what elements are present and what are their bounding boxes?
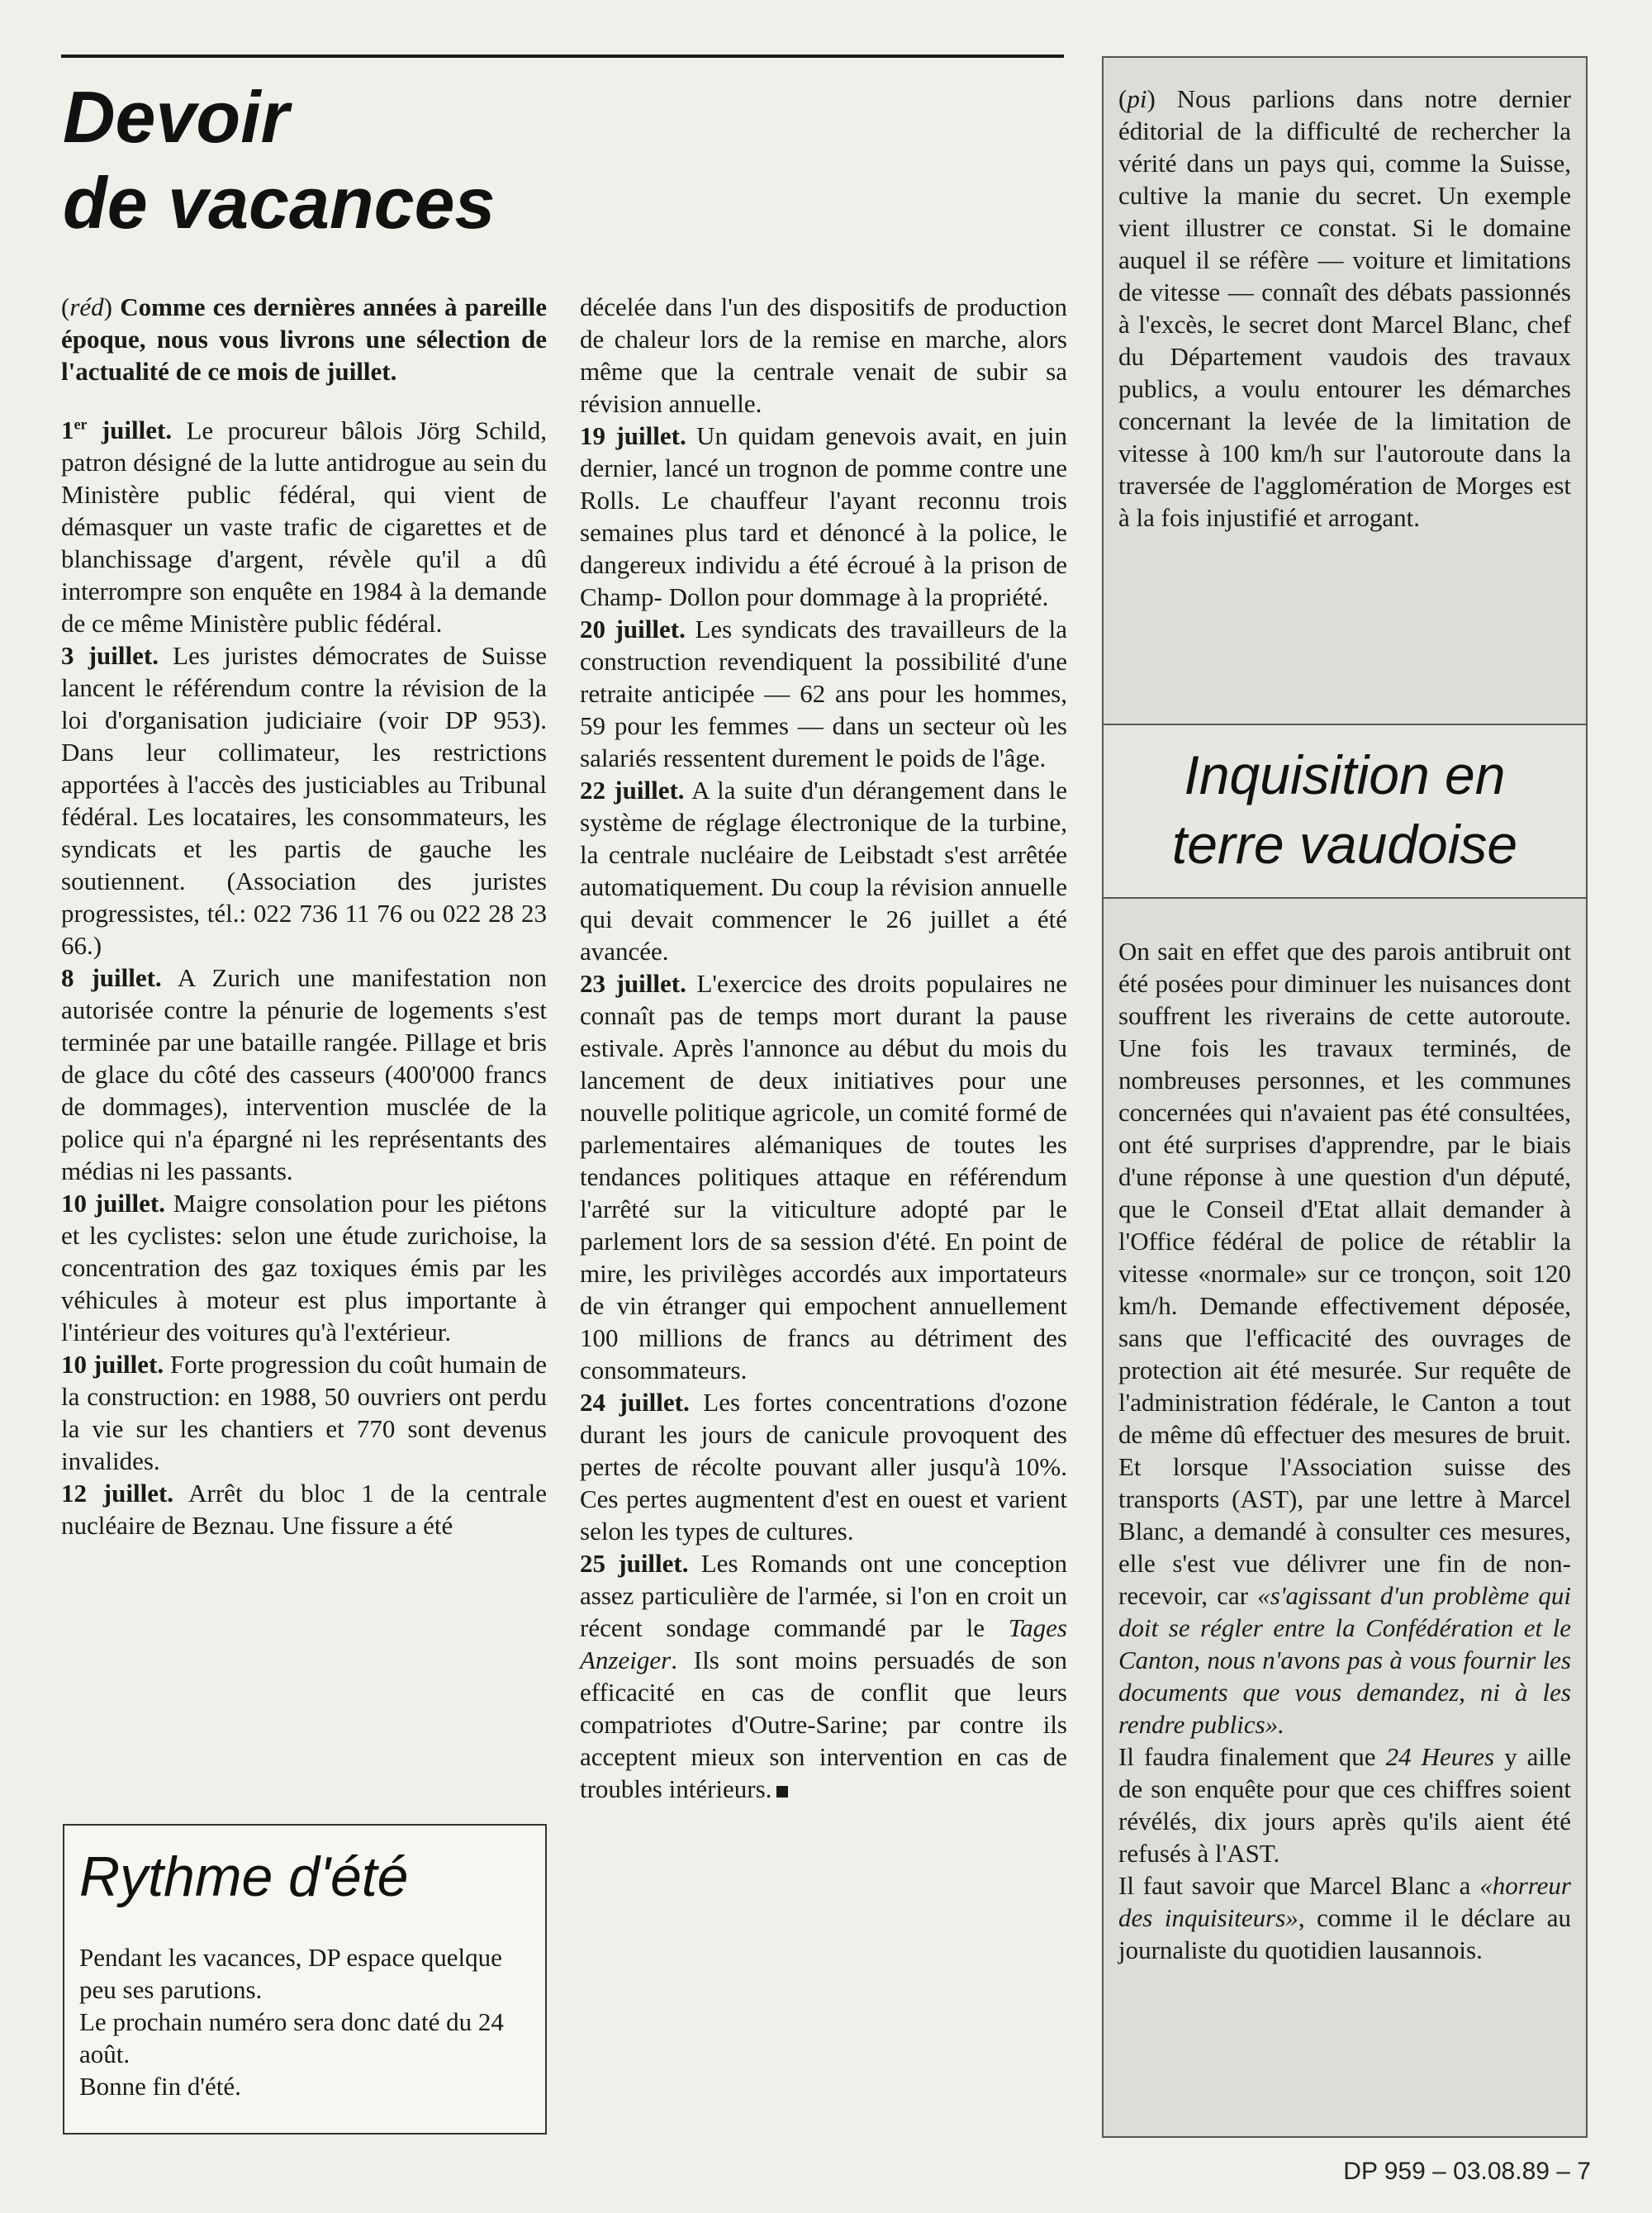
inquisition-paragraph (1118, 1869, 1571, 1966)
rythme-box (63, 1824, 547, 2135)
entry-date: 10 juillet. (61, 1189, 165, 1218)
rythme-title: Rythme d'été (79, 1845, 409, 1908)
entry-date: 19 juillet. (580, 421, 686, 450)
intro-paragraph: (réd) Comme ces dernières années à pareille époque, nous vous livrons une sélection de l'actualité de ce mois de juillet. (61, 292, 547, 386)
inquisition-paragraph (1118, 1740, 1571, 1869)
intro-tag: réd (69, 292, 104, 321)
sidebar-box (1102, 56, 1588, 2138)
entry-25-juillet (580, 1547, 1067, 1805)
entry-date: 24 juillet. (580, 1388, 690, 1417)
entry-text: Le procureur bâlois Jörg Schild, patron désigné de la lutte antidrogue au sein du Ministère public fédéral, qui vient de démasquer un vaste trafic de cigarettes et de blanchissage d'argent, révèle qu'il a dû interrompre son enquête en 1984 à la demande de ce même Ministère public fédéral. (61, 416, 547, 639)
entry-text: Les syndicats des travailleurs de la construction revendiquent la possibilité d'une retraite anticipée — 62 ans pour les hommes, 59 pour les femmes — dans un secteur où les salariés ressentent durement le poids de l'âge. (580, 615, 1067, 772)
entry-8-juillet (61, 962, 547, 1187)
entry-text: Les fortes concentrations d'ozone durant les jours de canicule provoquent des pertes de récolte pouvant aller jusqu'à 10%. Ces pertes augmentent d'est en ouest et varient selon les types de cultures. (580, 1388, 1067, 1546)
body-text: On sait en effet que des parois antibruit ont été posées pour diminuer les nuisances dont souffrent les riverains de cette autoroute. Une fois les travaux terminés, de nombreuses personnes, et les communes concernées qui n'avaient pas été consultées, ont été surprises d'apprendre, par le biais d'une réponse à une question d'un député, que le Conseil d'Etat allait demander à l'Office fédéral de police de rétablir la vitesse «normale» sur ce tronçon, soit 120 km/h. Demande effectivement déposée, sans que l'efficacité des ouvrages de protection ait été mesurée. Sur requête de l'administration fédérale, le Canton a tout de même dû effectuer des mesures de bruit. Et lorsque l'Association suisse des transports (AST), par une lettre à Marcel Blanc, a demandé à consulter ces mesures, elle s'est vue délivrer une fin de non-recevoir, car (1118, 937, 1571, 1610)
entry-text: A Zurich une manifestation non autorisée contre la pénurie de logements s'est terminée par une bataille rangée. Pillage et bris de glace du côté des casseurs (400'000 francs de dommages), intervention musclée de la police qui n'a épargné ni les représentants des médias ni les passants. (61, 963, 547, 1186)
entry-text: Maigre consolation pour les piétons et les cyclistes: selon une étude zurichoise, la concentration des gaz toxiques émis par les véhicules à moteur est plus importante à l'intérieur des voitures qu'à l'extérieur. (61, 1189, 547, 1347)
headline (63, 74, 1054, 246)
entry-date: 3 juillet. (61, 641, 159, 671)
entry-text: Les juristes démocrates de Suisse lancent le référendum contre la révision de la loi d'organisation judiciaire (voir DP 953). Dans leur collimateur, les restrictions apportées à l'accès des justiciables au Tribunal fédéral. Les locataires, les consommateurs, les syndicats et les partis de gauche les soutiennent. (Association des juristes progressistes, tél.: 022 736 11 76 ou 022 28 23 66.) (61, 641, 547, 961)
entry-date: 8 juillet. (61, 963, 162, 993)
entry-text: Arrêt du bloc 1 de la centrale nucléaire de Beznau. Une fissure a été (61, 1479, 547, 1541)
entry-text: Les Romands ont une conception assez particulière de l'armée, si l'on en croit un récent sondage commandé par le (580, 1549, 1067, 1642)
article-column-2 (580, 291, 1067, 1805)
headline-line2: de vacances (63, 162, 496, 244)
inquisition-title (1104, 724, 1586, 899)
continuation-text: décelée dans l'un des dispositifs de production de chaleur lors de la remise en marche, alors même que la centrale venait de subir sa révision annuelle. (580, 292, 1067, 418)
intro-text: Comme ces dernières années à pareille époque, nous vous livrons une sélection de l'actualité de ce mois de juillet. (61, 292, 547, 386)
entry-23-juillet (580, 967, 1067, 1386)
entry-22-juillet (580, 774, 1067, 967)
entry-text: L'exercice des droits populaires ne connaît pas de temps mort durant la pause estivale. Après l'annonce au début du mois du lancement de deux initiatives pour une nouvelle politique agricole, un comité formé de parlementaires alémaniques de toutes les tendances politiques attaque en référendum l'arrêté sur la viticulture adopté par le parlement lors de sa session d'été. En point de mire, les privilèges accordés aux importateurs de vin étranger qui empochent annuellement 100 millions de francs au détriment des consommateurs. (580, 969, 1067, 1384)
editorial-tag: pi (1127, 84, 1147, 113)
rythme-line: Bonne fin d'été. (79, 2072, 241, 2101)
entry-text: A la suite d'un dérangement dans le système de réglage électronique de la turbine, la centrale nucléaire de Leibstadt s'est arrêtée automatiquement. Du coup la révision annuelle qui devait commencer le 26 juillet a été avancée. (580, 776, 1067, 966)
entry-text: . Ils sont moins persuadés de son efficacité en cas de conflit que leurs compatriotes d'Outre-Sarine; par contre ils acceptent mieux son intervention en cas de troubles intérieurs. (580, 1646, 1067, 1803)
entry-19-juillet (580, 420, 1067, 613)
entry-text: Un quidam genevois avait, en juin dernier, lancé un trognon de pomme contre une Rolls. Le chauffeur l'ayant reconnu trois semaines plus tard et dénoncé à la police, le dangereux individu a été écroué à la prison de Champ- Dollon pour dommage à la propriété. (580, 421, 1068, 611)
rythme-line: Pendant les vacances, DP espace quelque peu ses parutions. (79, 1943, 502, 2004)
entry-1-juillet (61, 409, 547, 639)
entry-date: 10 juillet. (61, 1350, 164, 1380)
entry-12-juillet (61, 1477, 547, 1541)
publication-name: 24 Heures (1385, 1742, 1495, 1771)
body-text: , comme il le déclare au journaliste du quotidien lausannois. (1118, 1903, 1572, 1964)
editorial-paragraph: (pi) Nous parlions dans notre dernier éditorial de la difficulté de rechercher la vérité dans un pays qui, comme la Suisse, cultive la manie du secret. Un exemple vient illustrer ce constat. Si le domaine auquel il se réfère — voiture et limitations de vitesse — connaît des débats passionnés à l'excès, le secret dont Marcel Blanc, chef du Département vaudois des travaux publics, a voulu entourer les démarches concernant la levée de la limitation de vitesse à 100 km/h sur l'autoroute dans la traversée de l'agglomération de Morges est à la fois injustifié et arrogant. (1118, 84, 1571, 532)
entry-10-juillet-b (61, 1348, 547, 1477)
headline-line1: Devoir (63, 76, 289, 158)
entry-10-juillet-a (61, 1187, 547, 1348)
article-column-1 (61, 291, 547, 1541)
end-mark-icon (776, 1786, 788, 1797)
inquisition-title-line2: terre vaudoise (1171, 814, 1518, 875)
body-quote: «s'agissant d'un problème qui doit se régler entre la Confédération et le Canton, nous n'avons pas à vous fournir les documents que vous demandez, ni à les rendre publics». (1118, 1581, 1571, 1739)
entry-3-juillet (61, 639, 547, 962)
inquisition-paragraph (1118, 935, 1571, 1740)
rythme-body (79, 1941, 532, 2102)
entry-date: 23 juillet. (580, 969, 686, 998)
entry-24-juillet (580, 1386, 1067, 1547)
entry-text: Forte progression du coût humain de la construction: en 1988, 50 ouvriers ont perdu la vie sur les chantiers et 770 sont devenus invalides. (61, 1350, 548, 1476)
body-text: Il faut savoir que Marcel Blanc a (1118, 1871, 1480, 1900)
entry-date: 1er juillet. (61, 416, 173, 445)
entry-date: 25 juillet. (580, 1549, 689, 1578)
publication-name: Tages Anzeiger (580, 1613, 1067, 1674)
entry-date: 12 juillet. (61, 1479, 174, 1508)
page-footer: DP 959 – 03.08.89 – 7 (1343, 2158, 1591, 2185)
editorial-text: Nous parlions dans notre dernier éditorial de la difficulté de rechercher la vérité dans un pays qui, comme la Suisse, cultive la manie du secret. Un exemple vient illustrer ce constat. Si le domaine auquel il se réfère — voiture et limitations de vitesse — connaît des débats passionnés à l'excès, le secret dont Marcel Blanc, chef du Département vaudois des travaux publics, a voulu entourer les démarches concernant la levée de la limitation de vitesse à 100 km/h sur l'autoroute dans la traversée de l'agglomération de Morges est à la fois injustifié et arrogant. (1118, 84, 1571, 532)
inquisition-title-line1: Inquisition en (1184, 744, 1506, 805)
entry-date: 20 juillet. (580, 615, 686, 643)
body-text: Il faudra finalement que (1118, 1742, 1386, 1771)
body-quote: «horreur des inquisiteurs» (1118, 1871, 1571, 1932)
entry-20-juillet (580, 613, 1067, 774)
body-text: y aille de son enquête pour que ces chiffres soient révélés, dix jours après qu'ils aient été refusés à l'AST. (1118, 1742, 1571, 1868)
sidebar-editorial (1118, 83, 1571, 534)
entry-date: 22 juillet. (580, 776, 685, 805)
inquisition-body (1118, 935, 1571, 1966)
top-rule (61, 55, 1064, 58)
rythme-line: Le prochain numéro sera donc daté du 24 août. (79, 2007, 504, 2068)
